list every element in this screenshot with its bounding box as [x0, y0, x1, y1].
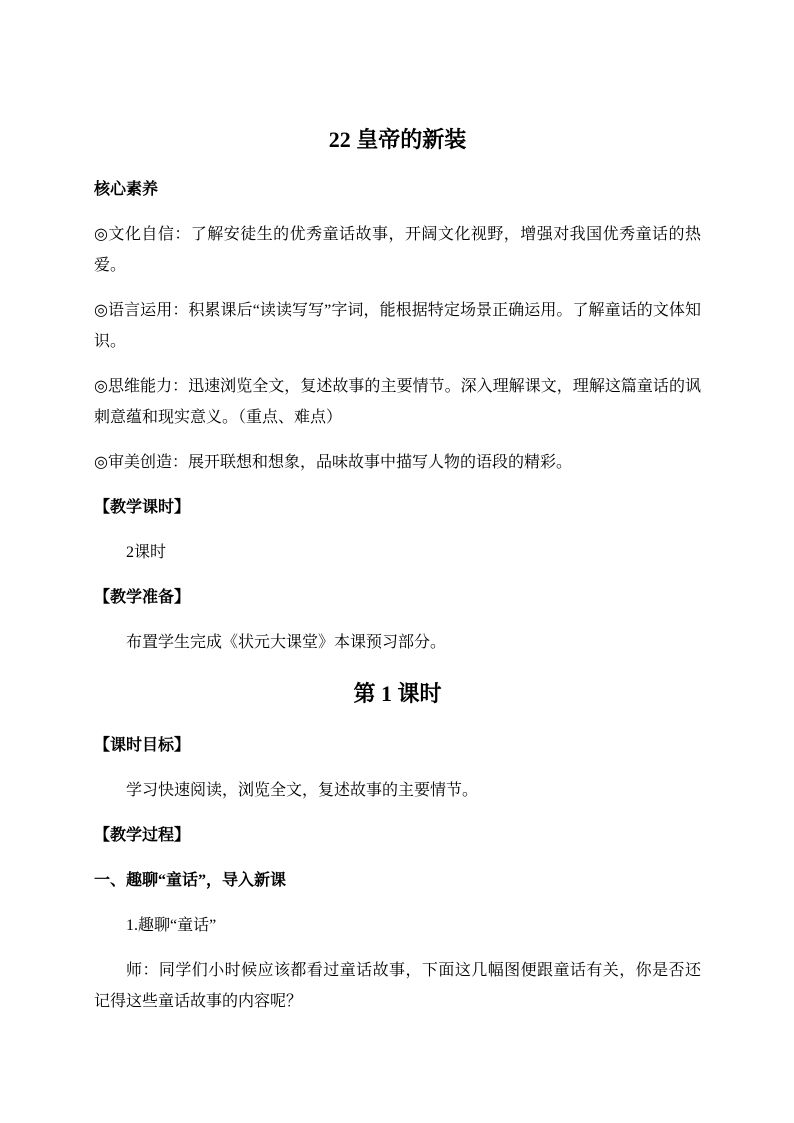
lesson-title: 22 皇帝的新装 — [328, 127, 467, 152]
section-heading-teaching-process: 【教学过程】 — [94, 827, 191, 844]
core-literacy-item-aesthetic-creation: ◎审美创造：展开联想和想象，品味故事中描写人物的语段的精彩。 — [94, 454, 572, 471]
section-heading-teaching-preparation: 【教学准备】 — [94, 589, 191, 606]
teaching-preparation-text: 布置学生完成《状元大课堂》本课预习部分。 — [126, 634, 447, 651]
section-heading-period-objectives: 【课时目标】 — [94, 737, 191, 754]
teacher-dialogue-text: 师：同学们小时候应该都看过童话故事，下面这几幅图便跟童话有关，你是否还记得这些童话故事的内容呢？ — [94, 962, 701, 1010]
process-step-1-label: 1.趣聊“童话” — [126, 917, 217, 934]
core-literacy-item-thinking-ability: ◎思维能力：迅速浏览全文，复述故事的主要情节。深入理解课文，理解这篇童话的讽刺意蕴和现实意义。（重点、难点） — [94, 378, 701, 426]
process-part-1-heading: 一、趣聊“童话”，导入新课 — [94, 872, 287, 889]
teaching-periods-value: 2课时 — [126, 544, 167, 561]
core-literacy-item-language-use: ◎语言运用：积累课后“读读写写”字词，能根据特定场景正确运用。了解童话的文体知识。 — [94, 302, 701, 350]
section-heading-core-literacy: 核心素养 — [94, 181, 159, 198]
section-heading-teaching-periods: 【教学课时】 — [94, 499, 191, 516]
core-literacy-item-cultural-confidence: ◎文化自信：了解安徒生的优秀童话故事，开阔文化视野，增强对我国优秀童话的热爱。 — [94, 226, 701, 274]
period-objectives-text: 学习快速阅读，浏览全文，复述故事的主要情节。 — [126, 782, 479, 799]
period-1-title: 第 1 课时 — [353, 681, 442, 706]
